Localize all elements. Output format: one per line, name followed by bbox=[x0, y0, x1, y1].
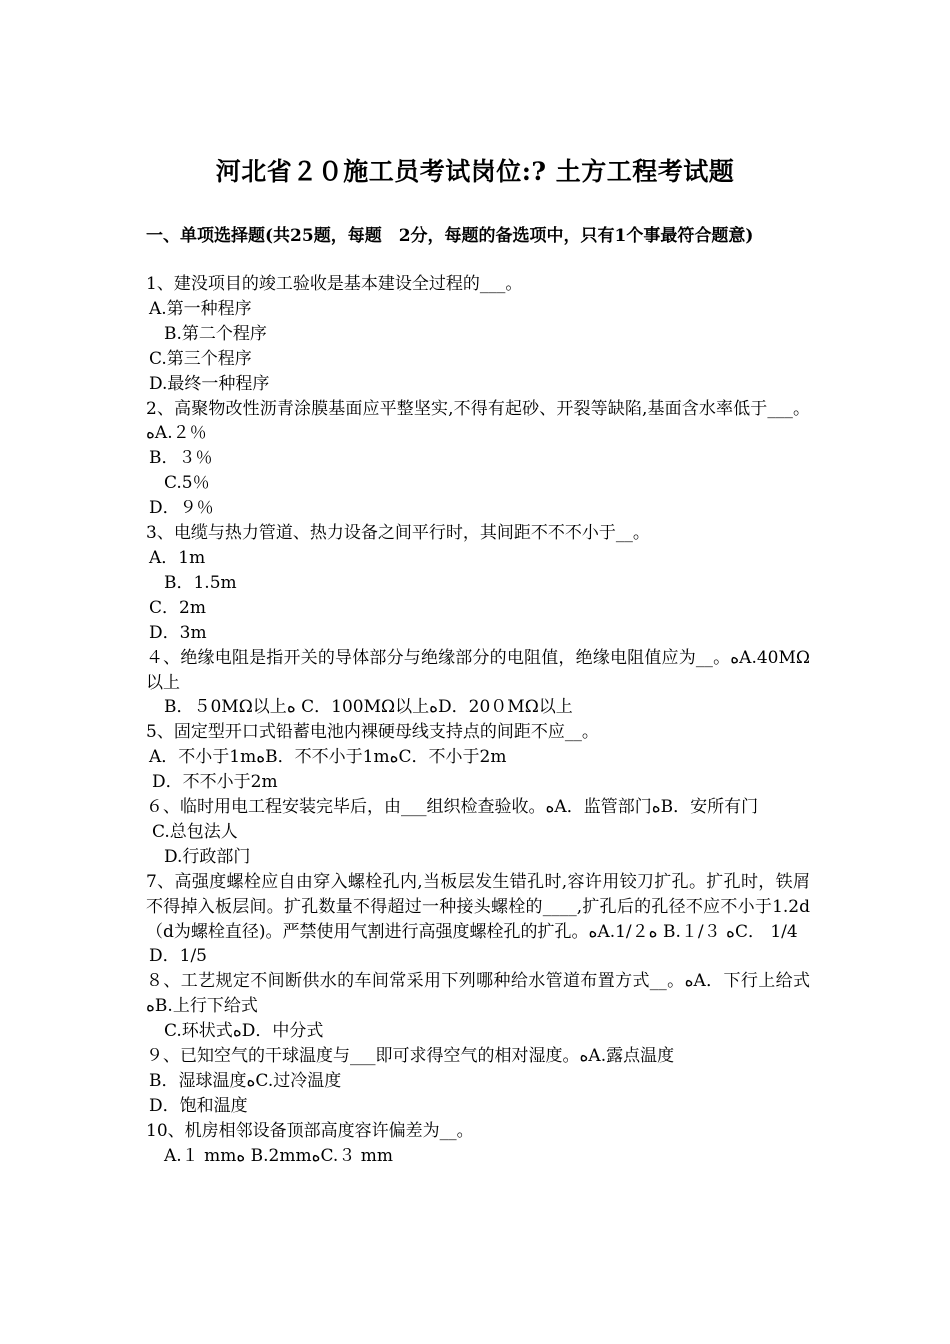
text-line: D.行政部门 bbox=[164, 846, 251, 867]
text-line: 10、机房相邻设备顶部高度容许偏差为__。 bbox=[146, 1120, 474, 1141]
document-title: 河北省２０施工员考试岗位:? 土方工程考试题 bbox=[215, 157, 735, 186]
text-line: A.第一种程序 bbox=[149, 298, 252, 319]
text-line: D．1/5 bbox=[149, 946, 207, 967]
text-line: A．不小于1mﻩB．不不小于1mﻩC．不小于2m bbox=[149, 747, 507, 768]
text-line: B．５0MΩ以上ﻩ C．100MΩ以上ﻩD．20０MΩ以上 bbox=[164, 697, 573, 718]
text-line: B．1.5m bbox=[164, 572, 237, 593]
text-line: C．2m bbox=[149, 597, 206, 618]
section-heading: 一、单项选择题(共25题，每题 2分，每题的备选项中，只有1个事最符合题意) bbox=[146, 226, 754, 246]
text-line: 5、固定型开口式铅蓄电池内裸硬母线支持点的间距不应__。 bbox=[146, 722, 599, 743]
text-line: 1、建没项目的竣工验收是基本建设全过程的___。 bbox=[146, 274, 523, 294]
text-line: ９、已知空气的干球温度与___即可求得空气的相对湿度。ﻩA.露点温度 bbox=[146, 1046, 675, 1067]
question-list bbox=[146, 272, 810, 1169]
text-line: D．3m bbox=[149, 622, 207, 643]
text-line: D.最终一种程序 bbox=[149, 373, 270, 394]
text-line: B.第二个程序 bbox=[164, 323, 267, 344]
text-line: ４、绝缘电阻是指开关的导体部分与绝缘部分的电阻值，绝缘电阻值应为__。ﻩA.40MΩ以上 bbox=[146, 647, 810, 693]
text-line: 3、电缆与热力管道、热力设备之间平行时，其间距不不不小于__。 bbox=[146, 523, 650, 544]
text-line: C.环状式ﻩD．中分式 bbox=[164, 1021, 324, 1042]
text-line: ６、临时用电工程安装完毕后，由___组织检查验收。ﻩA．监管部门ﻩB．安所有门 bbox=[146, 797, 759, 818]
text-line: D．饱和温度 bbox=[149, 1095, 248, 1116]
text-line: B．３％ bbox=[149, 448, 213, 469]
text-line: 7、高强度螺栓应自由穿入螺栓孔内,当板层发生错孔时,容许用铰刀扩孔。扩孔时，铁屑不得掉入板层间。扩孔数量不得超过一种接头螺栓的____,扩孔后的孔径不应不小于1.2d（d为螺栓直径)。严禁使用气割进行高强度螺栓孔的扩孔。ﻩA.1/２ﻩ B.１/３ ﻩC． 1/4 bbox=[146, 871, 810, 942]
text-line: A．1m bbox=[149, 547, 206, 568]
text-line: D．９％ bbox=[149, 498, 214, 519]
text-line: 2、高聚物改性沥青涂膜基面应平整坚实,不得有起砂、开裂等缺陷,基面含水率低于___。ﻩA.２％ bbox=[146, 398, 810, 444]
text-line: B．湿球温度ﻩC.过冷温度 bbox=[149, 1071, 342, 1091]
text-line: A.１ mmﻩ B.2mmﻩC.３ mm bbox=[164, 1145, 393, 1166]
text-line: C.总包法人 bbox=[152, 821, 238, 842]
text-line: ８、工艺规定不间断供水的车间常采用下列哪种给水管道布置方式__。ﻩA．下行上给式ﻩB.上行下给式 bbox=[146, 971, 810, 1017]
text-line: C.第三个程序 bbox=[149, 348, 252, 369]
text-line: D．不不小于2m bbox=[152, 772, 278, 793]
text-line: C.5％ bbox=[164, 473, 210, 494]
